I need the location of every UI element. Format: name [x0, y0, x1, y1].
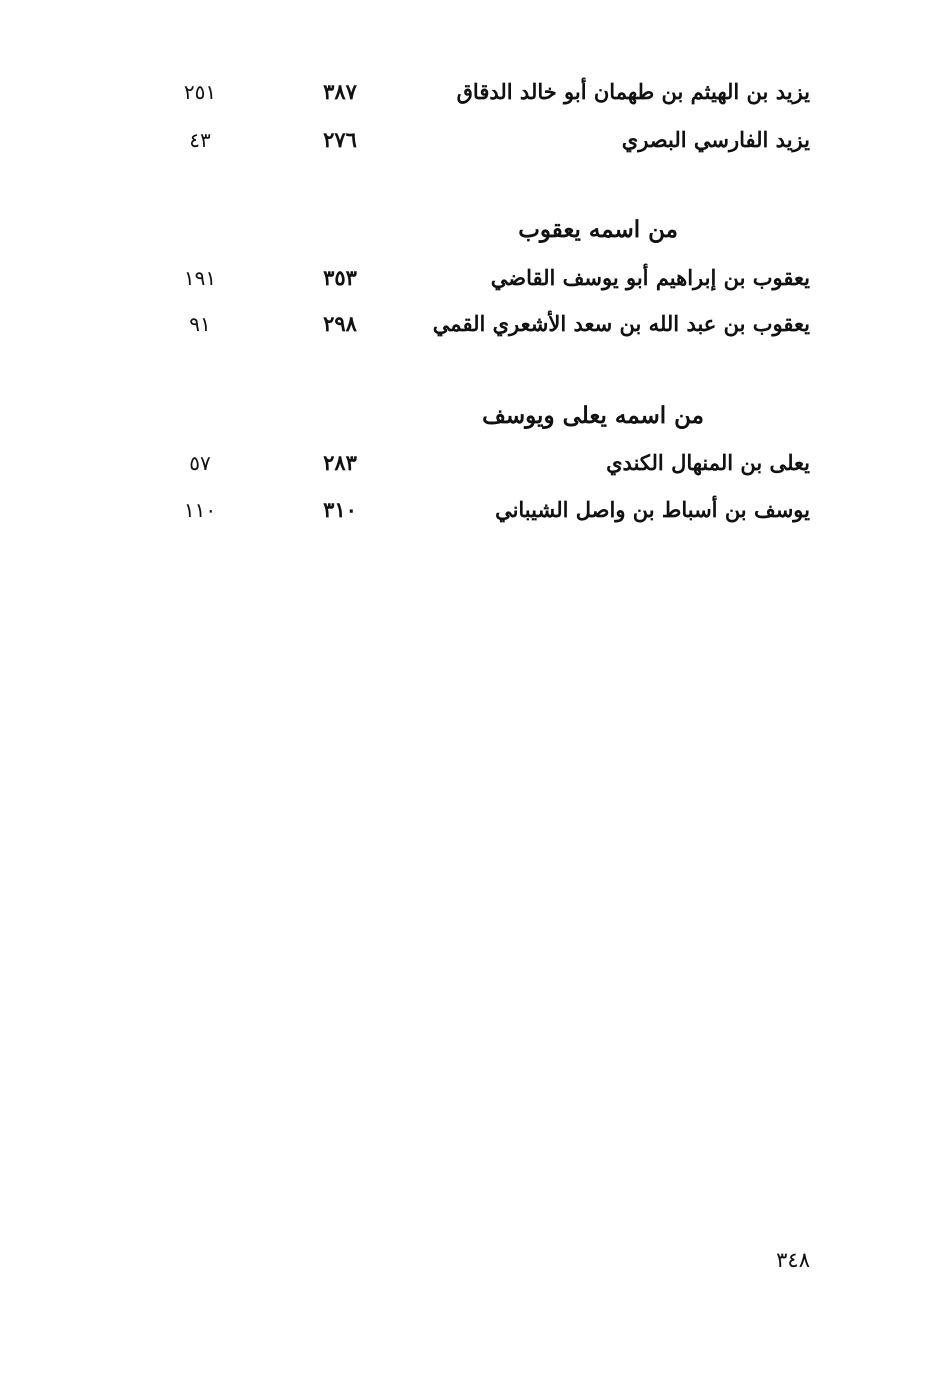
index-row — [150, 443, 810, 483]
entry-name: يعقوب بن عبد الله بن سعد الأشعري القمي — [432, 311, 810, 336]
index-row — [150, 258, 810, 298]
entry-name: يزيد بن الهيثم بن طهمان أبو خالد الدقاق — [456, 79, 810, 104]
index-row — [150, 490, 810, 530]
index-row — [150, 72, 810, 112]
entry-page: ٥٧ — [189, 451, 211, 475]
entry-number: ٣١٠ — [323, 497, 357, 522]
entry-name: يعلى بن المنهال الكندي — [606, 450, 810, 475]
entry-number: ٣٥٣ — [323, 265, 357, 290]
page-number: ٣٤٨ — [776, 1248, 810, 1272]
entry-page: ٤٣ — [189, 128, 211, 152]
section-heading: من اسمه يعقوب — [518, 216, 678, 243]
section-heading: من اسمه يعلى ويوسف — [482, 402, 704, 429]
entry-name: يزيد الفارسي البصري — [621, 127, 810, 152]
entry-page: ١١٠ — [183, 498, 217, 522]
entry-number: ٢٧٦ — [323, 127, 357, 152]
entry-number: ٢٩٨ — [323, 311, 357, 336]
index-row — [150, 120, 810, 160]
entry-page: ١٩١ — [183, 266, 217, 290]
entry-page: ٢٥١ — [183, 80, 217, 104]
index-row — [150, 304, 810, 344]
entry-page: ٩١ — [189, 312, 211, 336]
entry-number: ٣٨٧ — [323, 79, 357, 104]
entry-name: يوسف بن أسباط بن واصل الشيباني — [495, 497, 810, 522]
entry-number: ٢٨٣ — [323, 450, 357, 475]
entry-name: يعقوب بن إبراهيم أبو يوسف القاضي — [490, 265, 810, 290]
